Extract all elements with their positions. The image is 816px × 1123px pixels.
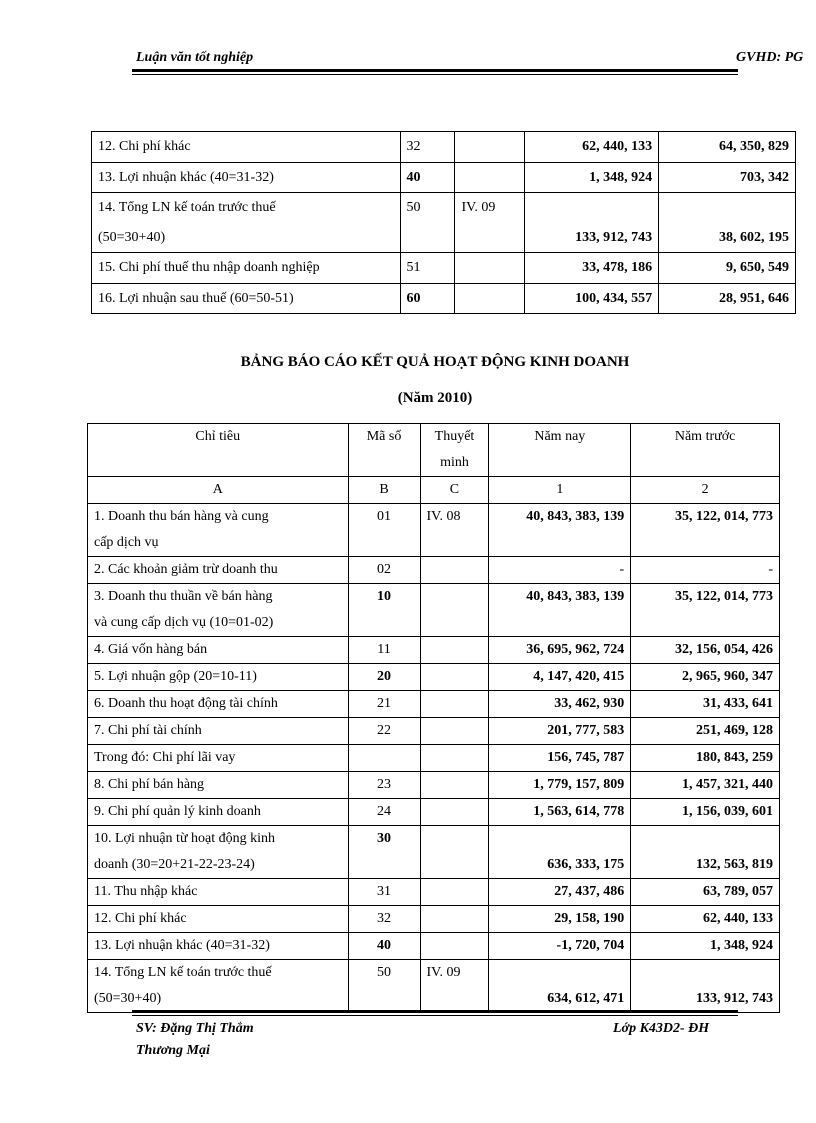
row-current-value: 636, 333, 175 bbox=[489, 826, 631, 879]
row-label: 12. Chi phí khác bbox=[92, 132, 401, 163]
table-row bbox=[88, 933, 780, 960]
row-note bbox=[420, 718, 489, 745]
row-label: 12. Chi phí khác bbox=[88, 906, 349, 933]
row-previous-value: 1, 156, 039, 601 bbox=[631, 799, 780, 826]
row-code: 11 bbox=[348, 637, 420, 664]
column-letter-c: C bbox=[420, 477, 489, 504]
row-code: 22 bbox=[348, 718, 420, 745]
row-label: 15. Chi phí thuế thu nhập doanh nghiệp bbox=[92, 253, 401, 284]
row-code: 51 bbox=[400, 253, 455, 284]
row-label: 8. Chi phí bán hàng bbox=[88, 772, 349, 799]
row-current-value: 36, 695, 962, 724 bbox=[489, 637, 631, 664]
row-note bbox=[420, 745, 489, 772]
row-code: 50 bbox=[348, 960, 420, 1013]
row-code: 32 bbox=[400, 132, 455, 163]
row-label: 13. Lợi nhuận khác (40=31-32) bbox=[92, 162, 401, 193]
row-note bbox=[420, 664, 489, 691]
table-row bbox=[88, 879, 780, 906]
row-code: 10 bbox=[348, 584, 420, 637]
header-thesis-label: Luận văn tốt nghiệp bbox=[136, 50, 254, 65]
row-code: 20 bbox=[348, 664, 420, 691]
table-row bbox=[88, 799, 780, 826]
header-rule-thick bbox=[132, 69, 738, 72]
row-label bbox=[88, 826, 349, 879]
row-label-line1: 1. Doanh thu bán hàng và cung bbox=[94, 509, 269, 524]
row-current-value: 634, 612, 471 bbox=[489, 960, 631, 1013]
row-label: 6. Doanh thu hoạt động tài chính bbox=[88, 691, 349, 718]
table-row bbox=[88, 826, 780, 879]
row-note: IV. 08 bbox=[420, 504, 489, 557]
row-current-value: 1, 779, 157, 809 bbox=[489, 772, 631, 799]
row-note bbox=[420, 772, 489, 799]
row-current-value: 4, 147, 420, 415 bbox=[489, 664, 631, 691]
column-header-code: Mã số bbox=[348, 424, 420, 477]
report-title: BẢNG BÁO CÁO KẾT QUẢ HOẠT ĐỘNG KINH DOANH bbox=[240, 354, 630, 370]
row-current-value: 1, 348, 924 bbox=[525, 162, 659, 193]
column-letter-1: 1 bbox=[489, 477, 631, 504]
row-note: IV. 09 bbox=[420, 960, 489, 1013]
row-current-value: 62, 440, 133 bbox=[525, 132, 659, 163]
row-label: 9. Chi phí quản lý kinh doanh bbox=[88, 799, 349, 826]
row-code bbox=[348, 745, 420, 772]
row-previous-value: 63, 789, 057 bbox=[631, 879, 780, 906]
row-note bbox=[455, 253, 525, 284]
row-code: 02 bbox=[348, 557, 420, 584]
row-note bbox=[420, 826, 489, 879]
row-current-value: 100, 434, 557 bbox=[525, 283, 659, 314]
footer-school-name: Thương Mại bbox=[136, 1043, 210, 1058]
row-note bbox=[420, 584, 489, 637]
row-label: 7. Chi phí tài chính bbox=[88, 718, 349, 745]
table-row bbox=[88, 906, 780, 933]
row-note bbox=[420, 879, 489, 906]
row-note bbox=[420, 933, 489, 960]
row-label: 2. Các khoản giảm trừ doanh thu bbox=[88, 557, 349, 584]
row-note bbox=[420, 691, 489, 718]
row-code: 24 bbox=[348, 799, 420, 826]
row-current-value: 201, 777, 583 bbox=[489, 718, 631, 745]
column-header-indicator: Chỉ tiêu bbox=[88, 424, 349, 477]
row-label: 4. Giá vốn hàng bán bbox=[88, 637, 349, 664]
row-code: 40 bbox=[348, 933, 420, 960]
row-label-line1: 14. Tổng LN kế toán trước thuế bbox=[98, 200, 276, 215]
column-header-note-line1: Thuyết bbox=[434, 429, 475, 444]
row-label: 13. Lợi nhuận khác (40=31-32) bbox=[88, 933, 349, 960]
row-code: 21 bbox=[348, 691, 420, 718]
row-previous-value: 1, 457, 321, 440 bbox=[631, 772, 780, 799]
row-current-value: 33, 478, 186 bbox=[525, 253, 659, 284]
table-row bbox=[88, 960, 780, 1013]
table-row bbox=[88, 637, 780, 664]
column-header-note-line2: minh bbox=[440, 455, 469, 470]
report-subtitle: (Năm 2010) bbox=[397, 390, 473, 406]
row-label-line2: cấp dịch vụ bbox=[94, 535, 159, 550]
row-previous-value: 64, 350, 829 bbox=[659, 132, 796, 163]
row-note bbox=[420, 906, 489, 933]
table-row bbox=[88, 504, 780, 557]
row-current-value: 27, 437, 486 bbox=[489, 879, 631, 906]
table-row bbox=[88, 691, 780, 718]
table-header-row bbox=[88, 424, 780, 477]
header-rule-thin bbox=[132, 74, 738, 75]
row-code: 23 bbox=[348, 772, 420, 799]
row-label-line1: 10. Lợi nhuận từ hoạt động kinh bbox=[94, 831, 276, 846]
row-label bbox=[88, 504, 349, 557]
row-previous-value: 28, 951, 646 bbox=[659, 283, 796, 314]
row-code: 32 bbox=[348, 906, 420, 933]
row-previous-value: 703, 342 bbox=[659, 162, 796, 193]
column-letter-b: B bbox=[348, 477, 420, 504]
row-previous-value: 31, 433, 641 bbox=[631, 691, 780, 718]
row-label-line2: doanh (30=20+21-22-23-24) bbox=[94, 857, 255, 872]
row-previous-value: 38, 602, 195 bbox=[659, 193, 796, 253]
row-previous-value: 32, 156, 054, 426 bbox=[631, 637, 780, 664]
column-header-previous: Năm trước bbox=[631, 424, 780, 477]
column-letter-a: A bbox=[88, 477, 349, 504]
row-previous-value: 1, 348, 924 bbox=[631, 933, 780, 960]
row-previous-value: 35, 122, 014, 773 bbox=[631, 584, 780, 637]
row-current-value: 1, 563, 614, 778 bbox=[489, 799, 631, 826]
row-current-value: 133, 912, 743 bbox=[525, 193, 659, 253]
row-current-value: 40, 843, 383, 139 bbox=[489, 584, 631, 637]
table-row bbox=[88, 772, 780, 799]
row-previous-value: 133, 912, 743 bbox=[631, 960, 780, 1013]
footer-class-name: Lớp K43D2- ĐH bbox=[613, 1021, 710, 1036]
row-note bbox=[455, 283, 525, 314]
table-row bbox=[88, 718, 780, 745]
table-row bbox=[92, 162, 796, 193]
table-row bbox=[92, 253, 796, 284]
row-note bbox=[420, 637, 489, 664]
row-previous-value: 9, 650, 549 bbox=[659, 253, 796, 284]
footer-rule-thin bbox=[132, 1015, 738, 1016]
row-previous-value: 62, 440, 133 bbox=[631, 906, 780, 933]
row-previous-value: 251, 469, 128 bbox=[631, 718, 780, 745]
row-note bbox=[455, 162, 525, 193]
row-previous-value: 35, 122, 014, 773 bbox=[631, 504, 780, 557]
row-code: 31 bbox=[348, 879, 420, 906]
table-row bbox=[92, 193, 796, 253]
income-statement-table bbox=[87, 423, 780, 1013]
row-note bbox=[455, 132, 525, 163]
row-label: Trong đó: Chi phí lãi vay bbox=[88, 745, 349, 772]
table-row bbox=[92, 132, 796, 163]
column-header-current: Năm nay bbox=[489, 424, 631, 477]
row-code: 50 bbox=[400, 193, 455, 253]
row-label: 16. Lợi nhuận sau thuế (60=50-51) bbox=[92, 283, 401, 314]
row-code: 01 bbox=[348, 504, 420, 557]
table-row bbox=[88, 557, 780, 584]
row-label-line1: 14. Tổng LN kế toán trước thuế bbox=[94, 965, 272, 980]
row-previous-value: 180, 843, 259 bbox=[631, 745, 780, 772]
row-previous-value: 2, 965, 960, 347 bbox=[631, 664, 780, 691]
footer-rule-thick bbox=[132, 1010, 738, 1013]
column-header-note bbox=[420, 424, 489, 477]
footer-student-name: SV: Đặng Thị Thắm bbox=[136, 1021, 254, 1036]
table-letter-row bbox=[88, 477, 780, 504]
row-label: 11. Thu nhập khác bbox=[88, 879, 349, 906]
row-label: 5. Lợi nhuận gộp (20=10-11) bbox=[88, 664, 349, 691]
row-note bbox=[420, 557, 489, 584]
column-letter-2: 2 bbox=[631, 477, 780, 504]
table-row bbox=[88, 664, 780, 691]
row-label-line2: (50=30+40) bbox=[94, 991, 162, 1006]
row-current-value: -1, 720, 704 bbox=[489, 933, 631, 960]
row-label bbox=[88, 584, 349, 637]
header-advisor-label: GVHD: PG bbox=[736, 50, 804, 65]
row-previous-value: 132, 563, 819 bbox=[631, 826, 780, 879]
row-note: IV. 09 bbox=[455, 193, 525, 253]
row-label-line1: 3. Doanh thu thuần về bán hàng bbox=[94, 589, 273, 604]
row-current-value: 40, 843, 383, 139 bbox=[489, 504, 631, 557]
row-note bbox=[420, 799, 489, 826]
table-row bbox=[88, 584, 780, 637]
row-current-value: 29, 158, 190 bbox=[489, 906, 631, 933]
table-row bbox=[88, 745, 780, 772]
row-label-line2: (50=30+40) bbox=[98, 229, 166, 245]
row-code: 60 bbox=[400, 283, 455, 314]
row-label bbox=[92, 193, 401, 253]
row-code: 30 bbox=[348, 826, 420, 879]
row-current-value: 156, 745, 787 bbox=[489, 745, 631, 772]
row-previous-value: - bbox=[631, 557, 780, 584]
row-label bbox=[88, 960, 349, 1013]
table-row bbox=[92, 283, 796, 314]
row-current-value: 33, 462, 930 bbox=[489, 691, 631, 718]
continuation-table bbox=[91, 131, 796, 314]
row-code: 40 bbox=[400, 162, 455, 193]
row-current-value: - bbox=[489, 557, 631, 584]
row-label-line2: và cung cấp dịch vụ (10=01-02) bbox=[94, 615, 274, 630]
